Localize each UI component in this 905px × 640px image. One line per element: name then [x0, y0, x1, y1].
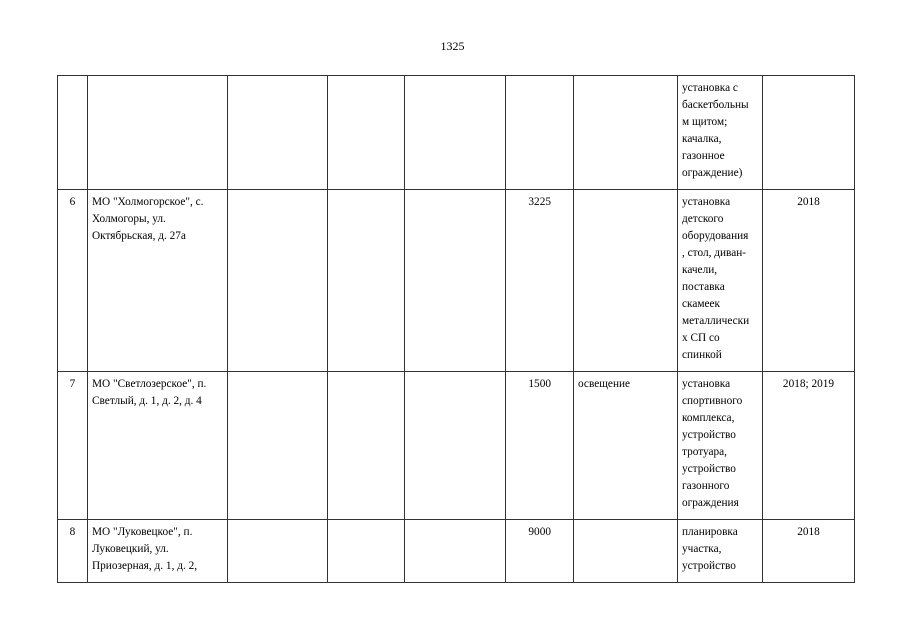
area-cell	[506, 76, 574, 190]
address-cell	[88, 76, 228, 190]
works-cell-line: установка	[682, 378, 731, 390]
works-cell-line: участка,	[682, 543, 722, 555]
year-cell: 2018	[763, 520, 855, 583]
table-row	[58, 372, 855, 520]
works-cell-line: устройство	[682, 429, 736, 441]
address-cell-line: МО "Холмогорское", с.	[92, 196, 204, 208]
address-cell	[88, 190, 228, 372]
works-cell-line: качели,	[682, 264, 718, 276]
works-cell-line: поставка	[682, 281, 725, 293]
area-cell: 9000	[506, 520, 574, 583]
address-cell	[88, 372, 228, 520]
works-cell-line: детского	[682, 213, 724, 225]
column-5-cell	[405, 372, 506, 520]
works-cell-line: тротуара,	[682, 446, 728, 458]
works-cell-line: комплекса,	[682, 412, 735, 424]
works-cell-line: ограждение)	[682, 167, 743, 179]
table-row	[58, 520, 855, 583]
works-cell-line: газонное	[682, 150, 725, 162]
works-cell	[678, 76, 763, 190]
address-cell-line: Холмогоры, ул.	[92, 213, 166, 225]
address-cell-line: МО "Луковецкое", п.	[92, 526, 193, 538]
address-cell-line: МО "Светлозерское", п.	[92, 378, 207, 390]
extra-works-cell	[574, 190, 678, 372]
page-number: 1325	[440, 39, 465, 53]
works-cell	[678, 520, 763, 583]
address-cell	[88, 520, 228, 583]
area-cell: 1500	[506, 372, 574, 520]
column-4-cell	[328, 372, 405, 520]
column-3-cell	[228, 76, 328, 190]
works-cell-line: , стол, диван-	[682, 247, 747, 259]
column-4-cell	[328, 520, 405, 583]
address-cell-line: Светлый, д. 1, д. 2, д. 4	[92, 395, 202, 407]
works-cell-line: скамеек	[682, 298, 721, 310]
works-cell-line: устройство	[682, 560, 736, 572]
works-cell-line: установка	[682, 196, 731, 208]
row-number: 8	[58, 520, 88, 583]
column-4-cell	[328, 190, 405, 372]
works-cell-line: х СП со	[682, 332, 720, 344]
works-cell-line: устройство	[682, 463, 736, 475]
column-3-cell	[228, 190, 328, 372]
column-5-cell	[405, 76, 506, 190]
works-cell-line: ограждения	[682, 497, 739, 509]
extra-works-cell	[574, 76, 678, 190]
works-cell-line: спинкой	[682, 349, 722, 361]
works-cell-line: планировка	[682, 526, 738, 538]
column-3-cell	[228, 372, 328, 520]
column-5-cell	[405, 190, 506, 372]
row-number: 7	[58, 372, 88, 520]
address-cell-line: Октябрьская, д. 27а	[92, 230, 186, 242]
year-cell: 2018	[763, 190, 855, 372]
year-cell: 2018; 2019	[763, 372, 855, 520]
works-cell-line: качалка,	[682, 133, 722, 145]
works-cell-line: металлически	[682, 315, 750, 327]
works-cell-line: м щитом;	[682, 116, 728, 128]
column-4-cell	[328, 76, 405, 190]
extra-works-cell: освещение	[574, 372, 678, 520]
works-cell	[678, 372, 763, 520]
row-number	[58, 76, 88, 190]
improvement-table	[57, 75, 855, 583]
works-cell-line: установка с	[682, 82, 738, 94]
table-row	[58, 76, 855, 190]
works-cell-line: спортивного	[682, 395, 743, 407]
works-cell-line: оборудования	[682, 230, 749, 242]
address-cell-line: Луковецкий, ул.	[92, 543, 169, 555]
extra-works-cell	[574, 520, 678, 583]
works-cell-line: газонного	[682, 480, 730, 492]
works-cell-line: баскетбольны	[682, 99, 749, 111]
year-cell	[763, 76, 855, 190]
row-number: 6	[58, 190, 88, 372]
address-cell-line: Приозерная, д. 1, д. 2,	[92, 560, 198, 572]
area-cell: 3225	[506, 190, 574, 372]
table-row	[58, 190, 855, 372]
works-cell	[678, 190, 763, 372]
column-5-cell	[405, 520, 506, 583]
column-3-cell	[228, 520, 328, 583]
